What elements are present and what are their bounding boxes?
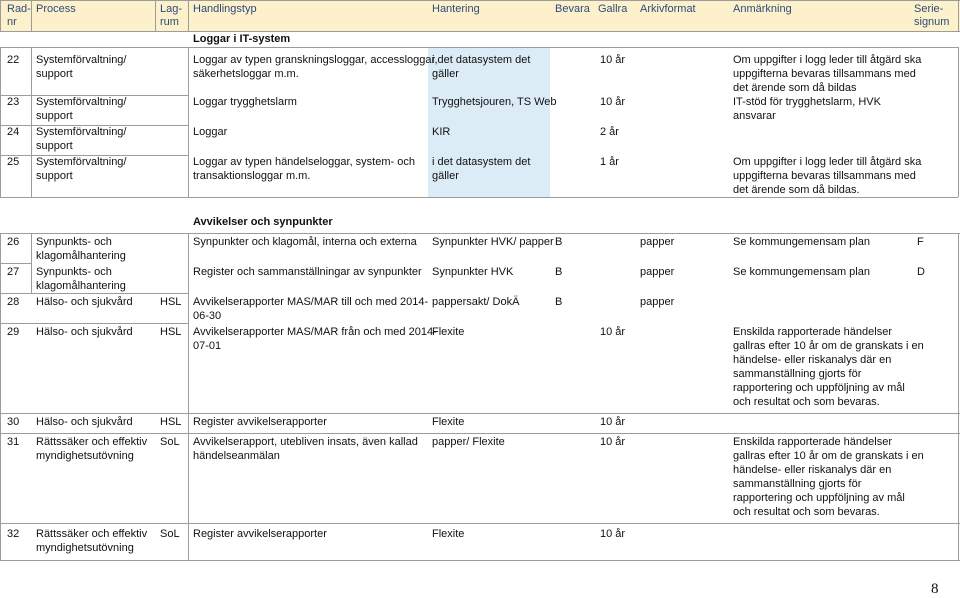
row-gallra: 10 år xyxy=(600,96,626,108)
grid-line xyxy=(0,413,960,414)
row-number: 30 xyxy=(7,416,20,428)
row-handlingstyp: Loggar av typen händelseloggar, system- och xyxy=(193,156,415,168)
row-hantering: KIR xyxy=(432,126,451,138)
row-handlingstyp: Register avvikelserapporter xyxy=(193,528,327,540)
row-handlingstyp: Loggar av typen granskningsloggar, accessloggar, xyxy=(193,54,438,66)
row-anmarkning: ansvarar xyxy=(733,110,776,122)
grid-line xyxy=(188,47,958,48)
row-gallra: 1 år xyxy=(600,156,619,168)
row-gallra: 2 år xyxy=(600,126,619,138)
row-lagrum: HSL xyxy=(160,326,182,338)
row-lagrum: HSL xyxy=(160,296,182,308)
row-gallra: 10 år xyxy=(600,416,626,428)
row-gallra: 10 år xyxy=(600,54,626,66)
row-anmarkning: sammanställning gjorts för xyxy=(733,478,862,490)
row-bevara: B xyxy=(555,296,563,308)
row-anmarkning: gallras efter 10 år om de granskats i en xyxy=(733,450,924,462)
grid-line xyxy=(0,47,188,48)
page-number: 8 xyxy=(931,581,939,597)
row-handlingstyp: Loggar trygghetslarm xyxy=(193,96,297,108)
row-bevara: B xyxy=(555,266,563,278)
row-anmarkning: händelse- eller riskanalys där en xyxy=(733,464,892,476)
header-radnr: Rad- nr xyxy=(7,3,31,28)
row-process: Rättssäker och effektiv xyxy=(36,436,148,448)
grid-line xyxy=(0,155,188,156)
grid-line xyxy=(0,560,960,561)
row-process: support xyxy=(36,140,73,152)
row-hantering: gäller xyxy=(432,68,459,80)
row-seriesignum: F xyxy=(917,236,924,248)
row-number: 22 xyxy=(7,54,20,66)
grid-line xyxy=(0,323,188,324)
header-gallra: Gallra xyxy=(598,3,628,15)
row-anmarkning: rapportering och uppföljning av mål xyxy=(733,382,905,394)
grid-line xyxy=(31,233,32,293)
grid-line xyxy=(188,197,958,198)
grid-line xyxy=(31,47,32,197)
row-anmarkning: Om uppgifter i logg leder till åtgärd ska xyxy=(733,156,922,168)
grid-line xyxy=(0,263,31,264)
header-lagrum: Lag- rum xyxy=(160,3,183,28)
grid-line xyxy=(0,233,960,234)
row-process: Synpunkts- och xyxy=(36,236,112,248)
row-number: 31 xyxy=(7,436,20,448)
grid-line xyxy=(0,125,188,126)
row-bevara: B xyxy=(555,236,563,248)
grid-line xyxy=(0,0,960,1)
row-hantering: Synpunkter HVK/ papper xyxy=(432,236,554,248)
grid-line xyxy=(188,47,189,197)
row-anmarkning: rapportering och uppföljning av mål xyxy=(733,492,905,504)
grid-line xyxy=(958,233,959,560)
row-lagrum: HSL xyxy=(160,416,182,428)
grid-line xyxy=(155,0,156,31)
grid-line xyxy=(0,0,1,31)
row-number: 23 xyxy=(7,96,20,108)
row-anmarkning: händelse- eller riskanalys där en xyxy=(733,354,892,366)
row-process: Hälso- och sjukvård xyxy=(36,416,133,428)
row-process: support xyxy=(36,68,73,80)
row-process: support xyxy=(36,110,73,122)
row-anmarkning: uppgifterna bevaras tillsammans med xyxy=(733,68,916,80)
row-number: 24 xyxy=(7,126,20,138)
grid-line xyxy=(0,293,188,294)
row-anmarkning: uppgifterna bevaras tillsammans med xyxy=(733,170,916,182)
grid-line xyxy=(0,47,1,197)
section-title-avvikelser: Avvikelser och synpunkter xyxy=(193,216,333,228)
row-process: Rättssäker och effektiv xyxy=(36,528,148,540)
row-anmarkning: sammanställning gjorts för xyxy=(733,368,862,380)
grid-line xyxy=(0,197,188,198)
row-process: Hälso- och sjukvård xyxy=(36,326,133,338)
row-lagrum: SoL xyxy=(160,436,180,448)
grid-line xyxy=(31,0,32,31)
section-title-loggar: Loggar i IT-system xyxy=(193,33,291,45)
row-process: myndighetsutövning xyxy=(36,450,134,462)
row-handlingstyp: Register och sammanställningar av synpunkter xyxy=(193,266,422,278)
row-process: Systemförvaltning/ xyxy=(36,54,127,66)
grid-line xyxy=(0,95,188,96)
table-header xyxy=(0,0,960,31)
header-bevara: Bevara xyxy=(555,3,590,15)
grid-line xyxy=(188,233,189,560)
header-arkivformat: Arkivformat xyxy=(640,3,696,15)
row-anmarkning: Enskilda rapporterade händelser xyxy=(733,326,892,338)
row-hantering: Flexite xyxy=(432,416,465,428)
row-hantering: i det datasystem det xyxy=(432,54,531,66)
header-handlingstyp: Handlingstyp xyxy=(193,3,257,15)
header-anmarkning: Anmärkning xyxy=(733,3,792,15)
row-lagrum: SoL xyxy=(160,528,180,540)
row-number: 29 xyxy=(7,326,20,338)
row-gallra: 10 år xyxy=(600,436,626,448)
row-handlingstyp: säkerhetsloggar m.m. xyxy=(193,68,299,80)
row-hantering: Flexite xyxy=(432,326,465,338)
row-hantering: pappersakt/ DokÄ xyxy=(432,296,520,308)
row-anmarkning: Se kommungemensam plan xyxy=(733,266,870,278)
header-seriesignum: Serie- signum xyxy=(914,3,950,28)
row-handlingstyp: Loggar xyxy=(193,126,228,138)
row-anmarkning: gallras efter 10 år om de granskats i en xyxy=(733,340,924,352)
row-handlingstyp: 06-30 xyxy=(193,310,222,322)
row-hantering: papper/ Flexite xyxy=(432,436,505,448)
row-handlingstyp: Avvikelserapport, utebliven insats, även kallad xyxy=(193,436,418,448)
row-handlingstyp: Avvikelserapporter MAS/MAR till och med 2014- xyxy=(193,296,429,308)
row-process: support xyxy=(36,170,73,182)
row-hantering: i det datasystem det xyxy=(432,156,531,168)
grid-line xyxy=(0,31,960,32)
row-process: klagomålhantering xyxy=(36,280,126,292)
grid-line xyxy=(0,433,960,434)
grid-line xyxy=(0,233,1,560)
row-handlingstyp: Avvikelserapporter MAS/MAR från och med 2014- xyxy=(193,326,437,338)
row-number: 27 xyxy=(7,266,20,278)
row-handlingstyp: händelseanmälan xyxy=(193,450,280,462)
row-anmarkning: Enskilda rapporterade händelser xyxy=(733,436,892,448)
row-handlingstyp: Synpunkter och klagomål, interna och externa xyxy=(193,236,417,248)
header-process: Process xyxy=(36,3,76,15)
row-arkivformat: papper xyxy=(640,266,675,278)
grid-line xyxy=(0,523,960,524)
row-process: klagomålhantering xyxy=(36,250,126,262)
grid-line xyxy=(0,233,31,234)
row-number: 32 xyxy=(7,528,20,540)
row-process: Systemförvaltning/ xyxy=(36,126,127,138)
row-gallra: 10 år xyxy=(600,528,626,540)
row-anmarkning: det ärende som då bildas xyxy=(733,82,857,94)
row-handlingstyp: Register avvikelserapporter xyxy=(193,416,327,428)
row-seriesignum: D xyxy=(917,266,925,278)
row-process: Hälso- och sjukvård xyxy=(36,296,133,308)
row-gallra: 10 år xyxy=(600,326,626,338)
row-hantering: Flexite xyxy=(432,528,465,540)
row-process: myndighetsutövning xyxy=(36,542,134,554)
grid-line xyxy=(188,0,189,31)
row-hantering: Trygghetsjouren, TS Web xyxy=(432,96,557,108)
row-anmarkning: Om uppgifter i logg leder till åtgärd ska xyxy=(733,54,922,66)
row-process: Synpunkts- och xyxy=(36,266,112,278)
row-anmarkning: IT-stöd för trygghetslarm, HVK xyxy=(733,96,881,108)
row-number: 25 xyxy=(7,156,20,168)
row-handlingstyp: 07-01 xyxy=(193,340,222,352)
row-arkivformat: papper xyxy=(640,296,675,308)
row-process: Systemförvaltning/ xyxy=(36,156,127,168)
row-number: 28 xyxy=(7,296,20,308)
row-anmarkning: och resultat och som bevaras. xyxy=(733,506,880,518)
header-hantering: Hantering xyxy=(432,3,480,15)
row-hantering: Synpunkter HVK xyxy=(432,266,514,278)
grid-line xyxy=(958,47,959,197)
row-anmarkning: och resultat och som bevaras. xyxy=(733,396,880,408)
row-anmarkning: det ärende som då bildas. xyxy=(733,184,860,196)
row-handlingstyp: transaktionsloggar m.m. xyxy=(193,170,311,182)
row-number: 26 xyxy=(7,236,20,248)
grid-line xyxy=(958,0,959,31)
row-hantering: gäller xyxy=(432,170,459,182)
row-process: Systemförvaltning/ xyxy=(36,96,127,108)
row-anmarkning: Se kommungemensam plan xyxy=(733,236,870,248)
row-arkivformat: papper xyxy=(640,236,675,248)
